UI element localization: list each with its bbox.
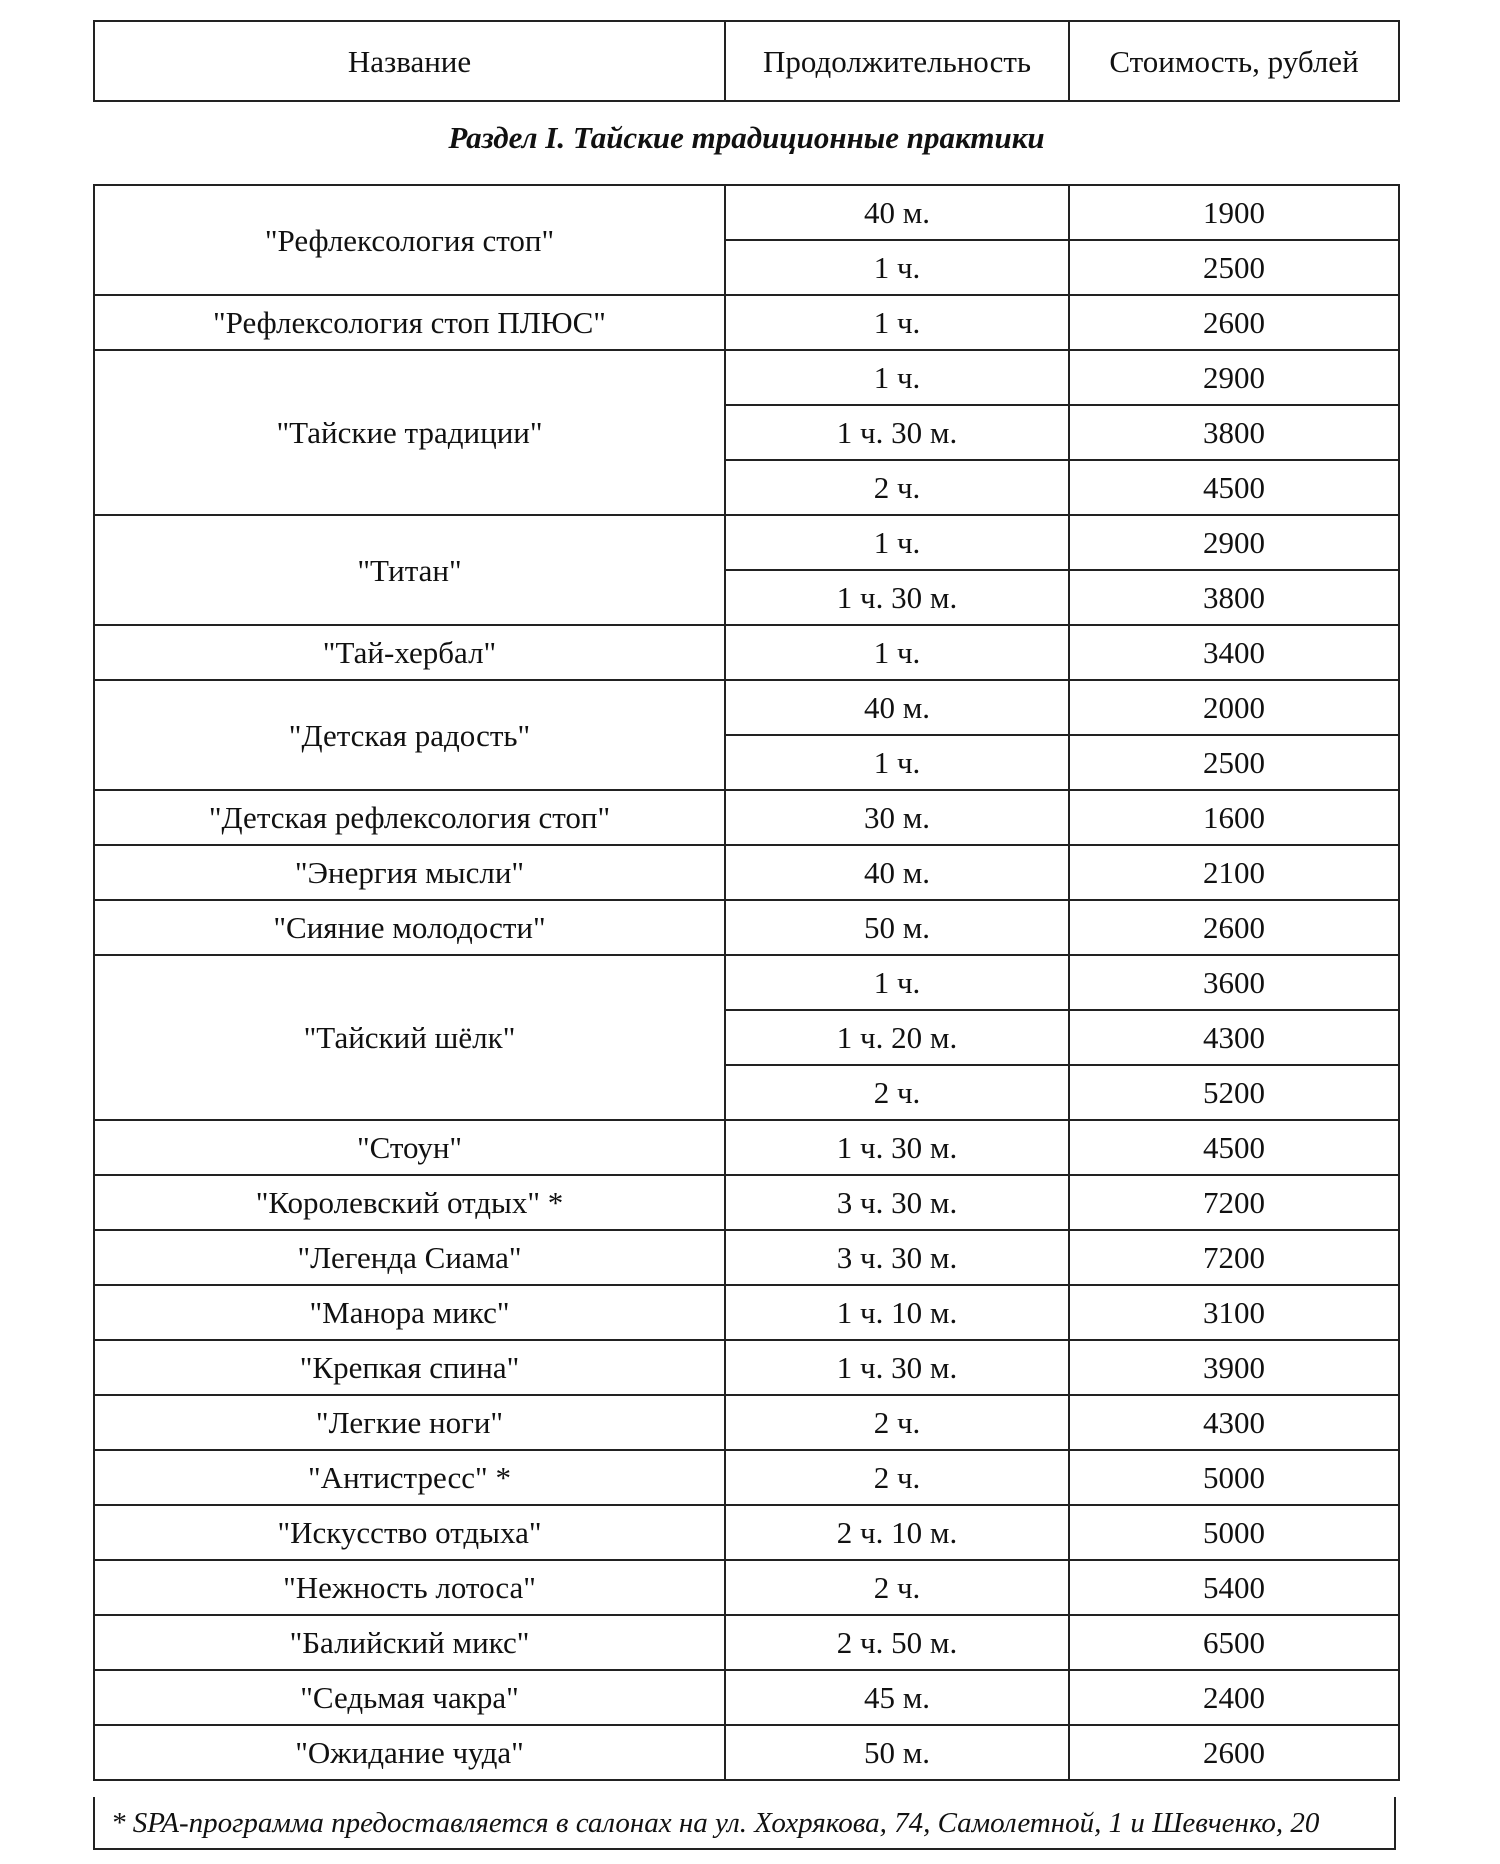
service-duration: 1 ч. xyxy=(725,625,1069,680)
service-price: 4500 xyxy=(1069,1120,1399,1175)
service-name: "Тайские традиции" xyxy=(94,350,725,515)
service-duration: 40 м. xyxy=(725,680,1069,735)
service-price: 2900 xyxy=(1069,350,1399,405)
table-row xyxy=(94,845,1399,900)
service-price: 2100 xyxy=(1069,845,1399,900)
service-price: 3800 xyxy=(1069,405,1399,460)
service-duration: 50 м. xyxy=(725,900,1069,955)
table-row xyxy=(94,680,1399,735)
table-row xyxy=(94,1450,1399,1505)
service-price: 5400 xyxy=(1069,1560,1399,1615)
service-duration: 1 ч. 30 м. xyxy=(725,1340,1069,1395)
header-price: Стоимость, рублей xyxy=(1069,21,1399,101)
service-price: 2600 xyxy=(1069,295,1399,350)
service-price: 7200 xyxy=(1069,1175,1399,1230)
header-name: Название xyxy=(94,21,725,101)
service-price: 1600 xyxy=(1069,790,1399,845)
service-price: 2500 xyxy=(1069,240,1399,295)
service-duration: 40 м. xyxy=(725,185,1069,240)
header-table xyxy=(93,20,1400,102)
service-duration: 50 м. xyxy=(725,1725,1069,1780)
service-price: 2900 xyxy=(1069,515,1399,570)
service-name: "Антистресс" * xyxy=(94,1450,725,1505)
service-name: "Седьмая чакра" xyxy=(94,1670,725,1725)
service-duration: 2 ч. 50 м. xyxy=(725,1615,1069,1670)
service-duration: 2 ч. xyxy=(725,1450,1069,1505)
service-name: "Тай-хербал" xyxy=(94,625,725,680)
service-name: "Стоун" xyxy=(94,1120,725,1175)
section-title: Раздел I. Тайские традиционные практики xyxy=(448,120,1045,155)
service-price: 6500 xyxy=(1069,1615,1399,1670)
service-duration: 1 ч. 30 м. xyxy=(725,405,1069,460)
table-row xyxy=(94,185,1399,240)
service-price: 5000 xyxy=(1069,1450,1399,1505)
service-name: "Энергия мысли" xyxy=(94,845,725,900)
service-price: 3400 xyxy=(1069,625,1399,680)
service-duration: 1 ч. 30 м. xyxy=(725,570,1069,625)
table-row xyxy=(94,295,1399,350)
table-row xyxy=(94,1615,1399,1670)
service-price: 3800 xyxy=(1069,570,1399,625)
service-price: 7200 xyxy=(1069,1230,1399,1285)
table-row xyxy=(94,515,1399,570)
service-name: "Детская рефлексология стоп" xyxy=(94,790,725,845)
service-name: "Рефлексология стоп" xyxy=(94,185,725,295)
header-row xyxy=(94,21,1399,101)
service-price: 3600 xyxy=(1069,955,1399,1010)
table-row xyxy=(94,1395,1399,1450)
service-duration: 1 ч. xyxy=(725,350,1069,405)
service-duration: 1 ч. xyxy=(725,515,1069,570)
service-name: "Сияние молодости" xyxy=(94,900,725,955)
service-duration: 2 ч. xyxy=(725,1395,1069,1450)
service-name: "Королевский отдых" * xyxy=(94,1175,725,1230)
service-name: "Нежность лотоса" xyxy=(94,1560,725,1615)
service-price: 2500 xyxy=(1069,735,1399,790)
table-row xyxy=(94,1120,1399,1175)
service-price: 1900 xyxy=(1069,185,1399,240)
service-duration: 1 ч. 20 м. xyxy=(725,1010,1069,1065)
service-name: "Титан" xyxy=(94,515,725,625)
table-row xyxy=(94,1670,1399,1725)
service-duration: 2 ч. xyxy=(725,460,1069,515)
service-name: "Крепкая спина" xyxy=(94,1340,725,1395)
service-name: "Балийский микс" xyxy=(94,1615,725,1670)
service-name: "Искусство отдыха" xyxy=(94,1505,725,1560)
table-row xyxy=(94,790,1399,845)
service-duration: 40 м. xyxy=(725,845,1069,900)
table-row xyxy=(94,1230,1399,1285)
service-price: 2600 xyxy=(1069,1725,1399,1780)
service-price: 3100 xyxy=(1069,1285,1399,1340)
service-duration: 1 ч. xyxy=(725,735,1069,790)
service-price: 4300 xyxy=(1069,1010,1399,1065)
service-name: "Легенда Сиама" xyxy=(94,1230,725,1285)
service-name: "Детская радость" xyxy=(94,680,725,790)
price-table xyxy=(93,184,1400,1781)
service-price: 2000 xyxy=(1069,680,1399,735)
service-duration: 2 ч. xyxy=(725,1065,1069,1120)
service-duration: 2 ч. xyxy=(725,1560,1069,1615)
service-name: "Ожидание чуда" xyxy=(94,1725,725,1780)
table-row xyxy=(94,900,1399,955)
service-duration: 2 ч. 10 м. xyxy=(725,1505,1069,1560)
header-duration: Продолжительность xyxy=(725,21,1069,101)
service-price: 4500 xyxy=(1069,460,1399,515)
service-duration: 1 ч. xyxy=(725,240,1069,295)
service-duration: 45 м. xyxy=(725,1670,1069,1725)
service-name: "Тайский шёлк" xyxy=(94,955,725,1120)
service-duration: 1 ч. xyxy=(725,955,1069,1010)
table-row xyxy=(94,625,1399,680)
table-row xyxy=(94,955,1399,1010)
service-duration: 1 ч. 30 м. xyxy=(725,1120,1069,1175)
service-name: "Легкие ноги" xyxy=(94,1395,725,1450)
service-name: "Рефлексология стоп ПЛЮС" xyxy=(94,295,725,350)
table-row xyxy=(94,1505,1399,1560)
service-duration: 30 м. xyxy=(725,790,1069,845)
price-table-body xyxy=(94,185,1399,1780)
service-price: 5000 xyxy=(1069,1505,1399,1560)
service-price: 4300 xyxy=(1069,1395,1399,1450)
service-price: 3900 xyxy=(1069,1340,1399,1395)
service-duration: 1 ч. 10 м. xyxy=(725,1285,1069,1340)
service-duration: 3 ч. 30 м. xyxy=(725,1230,1069,1285)
service-price: 5200 xyxy=(1069,1065,1399,1120)
table-row xyxy=(94,1560,1399,1615)
table-row xyxy=(94,1285,1399,1340)
service-duration: 1 ч. xyxy=(725,295,1069,350)
service-name: "Манора микс" xyxy=(94,1285,725,1340)
table-row xyxy=(94,1725,1399,1780)
service-duration: 3 ч. 30 м. xyxy=(725,1175,1069,1230)
table-row xyxy=(94,1175,1399,1230)
footnote: * SPA-программа предоставляется в салонах на ул. Хохрякова, 74, Самолетной, 1 и Шевченко, 20 xyxy=(93,1797,1396,1850)
table-row xyxy=(94,350,1399,405)
table-row xyxy=(94,1340,1399,1395)
service-price: 2400 xyxy=(1069,1670,1399,1725)
service-price: 2600 xyxy=(1069,900,1399,955)
